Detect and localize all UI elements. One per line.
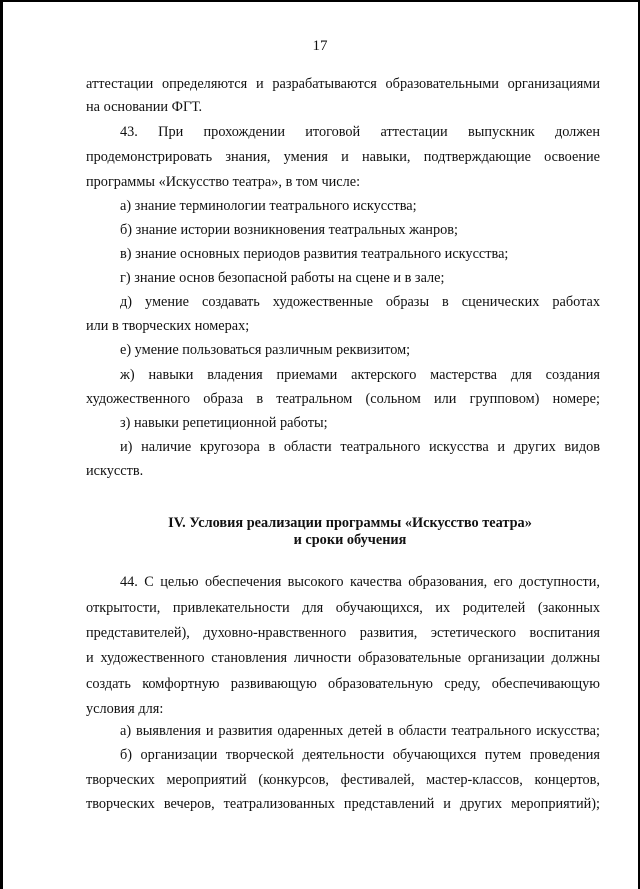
- section-heading: IV. Условия реализации программы «Искусство театра»: [168, 515, 532, 531]
- list-item: ж) навыки владения приемами актерского мастерства для создания: [120, 367, 600, 383]
- list-item: а) выявления и развития одаренных детей в области театрального искусства;: [120, 723, 600, 739]
- text-line: программы «Искусство театра», в том числе:: [86, 174, 361, 190]
- list-item: з) навыки репетиционной работы;: [120, 415, 328, 431]
- text-line: и художественного становления личности образовательные организации должны: [86, 650, 600, 666]
- list-item: в) знание основных периодов развития театрального искусства;: [120, 246, 509, 262]
- list-item: д) умение создавать художественные образы в сценических работах: [120, 294, 600, 310]
- text-line: аттестации определяются и разрабатываются образовательными организациями: [86, 76, 600, 92]
- text-line: творческих вечеров, театрализованных представлений и других мероприятий);: [86, 796, 600, 812]
- text-line: или в творческих номерах;: [86, 318, 250, 334]
- page-number: 17: [312, 38, 328, 54]
- scan-edge-top: [0, 0, 640, 2]
- text-line: искусств.: [86, 463, 144, 479]
- text-line: продемонстрировать знания, умения и навыки, подтверждающие освоение: [86, 149, 600, 165]
- list-item: б) организации творческой деятельности обучающихся путем проведения: [120, 747, 600, 763]
- text-line: на основании ФГТ.: [86, 99, 203, 115]
- list-item: и) наличие кругозора в области театрального искусства и других видов: [120, 439, 600, 455]
- list-item: а) знание терминологии театрального искусства;: [120, 198, 417, 214]
- text-line: творческих мероприятий (конкурсов, фестивалей, мастер-классов, концертов,: [86, 772, 600, 788]
- text-line: открытости, привлекательности для обучающихся, их родителей (законных: [86, 600, 600, 616]
- text-line: художественного образа в театральном (сольном или групповом) номере;: [86, 391, 600, 407]
- text-line: 43. При прохождении итоговой аттестации выпускник должен: [120, 124, 600, 140]
- text-line: представителей), духовно-нравственного развития, эстетического воспитания: [86, 625, 600, 641]
- list-item: е) умение пользоваться различным реквизитом;: [120, 342, 411, 358]
- section-heading: и сроки обучения: [293, 532, 407, 548]
- text-line: условия для:: [86, 701, 164, 717]
- list-item: г) знание основ безопасной работы на сцене и в зале;: [120, 270, 445, 286]
- scan-edge-left: [0, 0, 3, 889]
- text-line: создать комфортную развивающую образовательную среду, обеспечивающую: [86, 676, 600, 692]
- list-item: б) знание истории возникновения театральных жанров;: [120, 222, 458, 238]
- text-line: 44. С целью обеспечения высокого качества образования, его доступности,: [120, 574, 600, 590]
